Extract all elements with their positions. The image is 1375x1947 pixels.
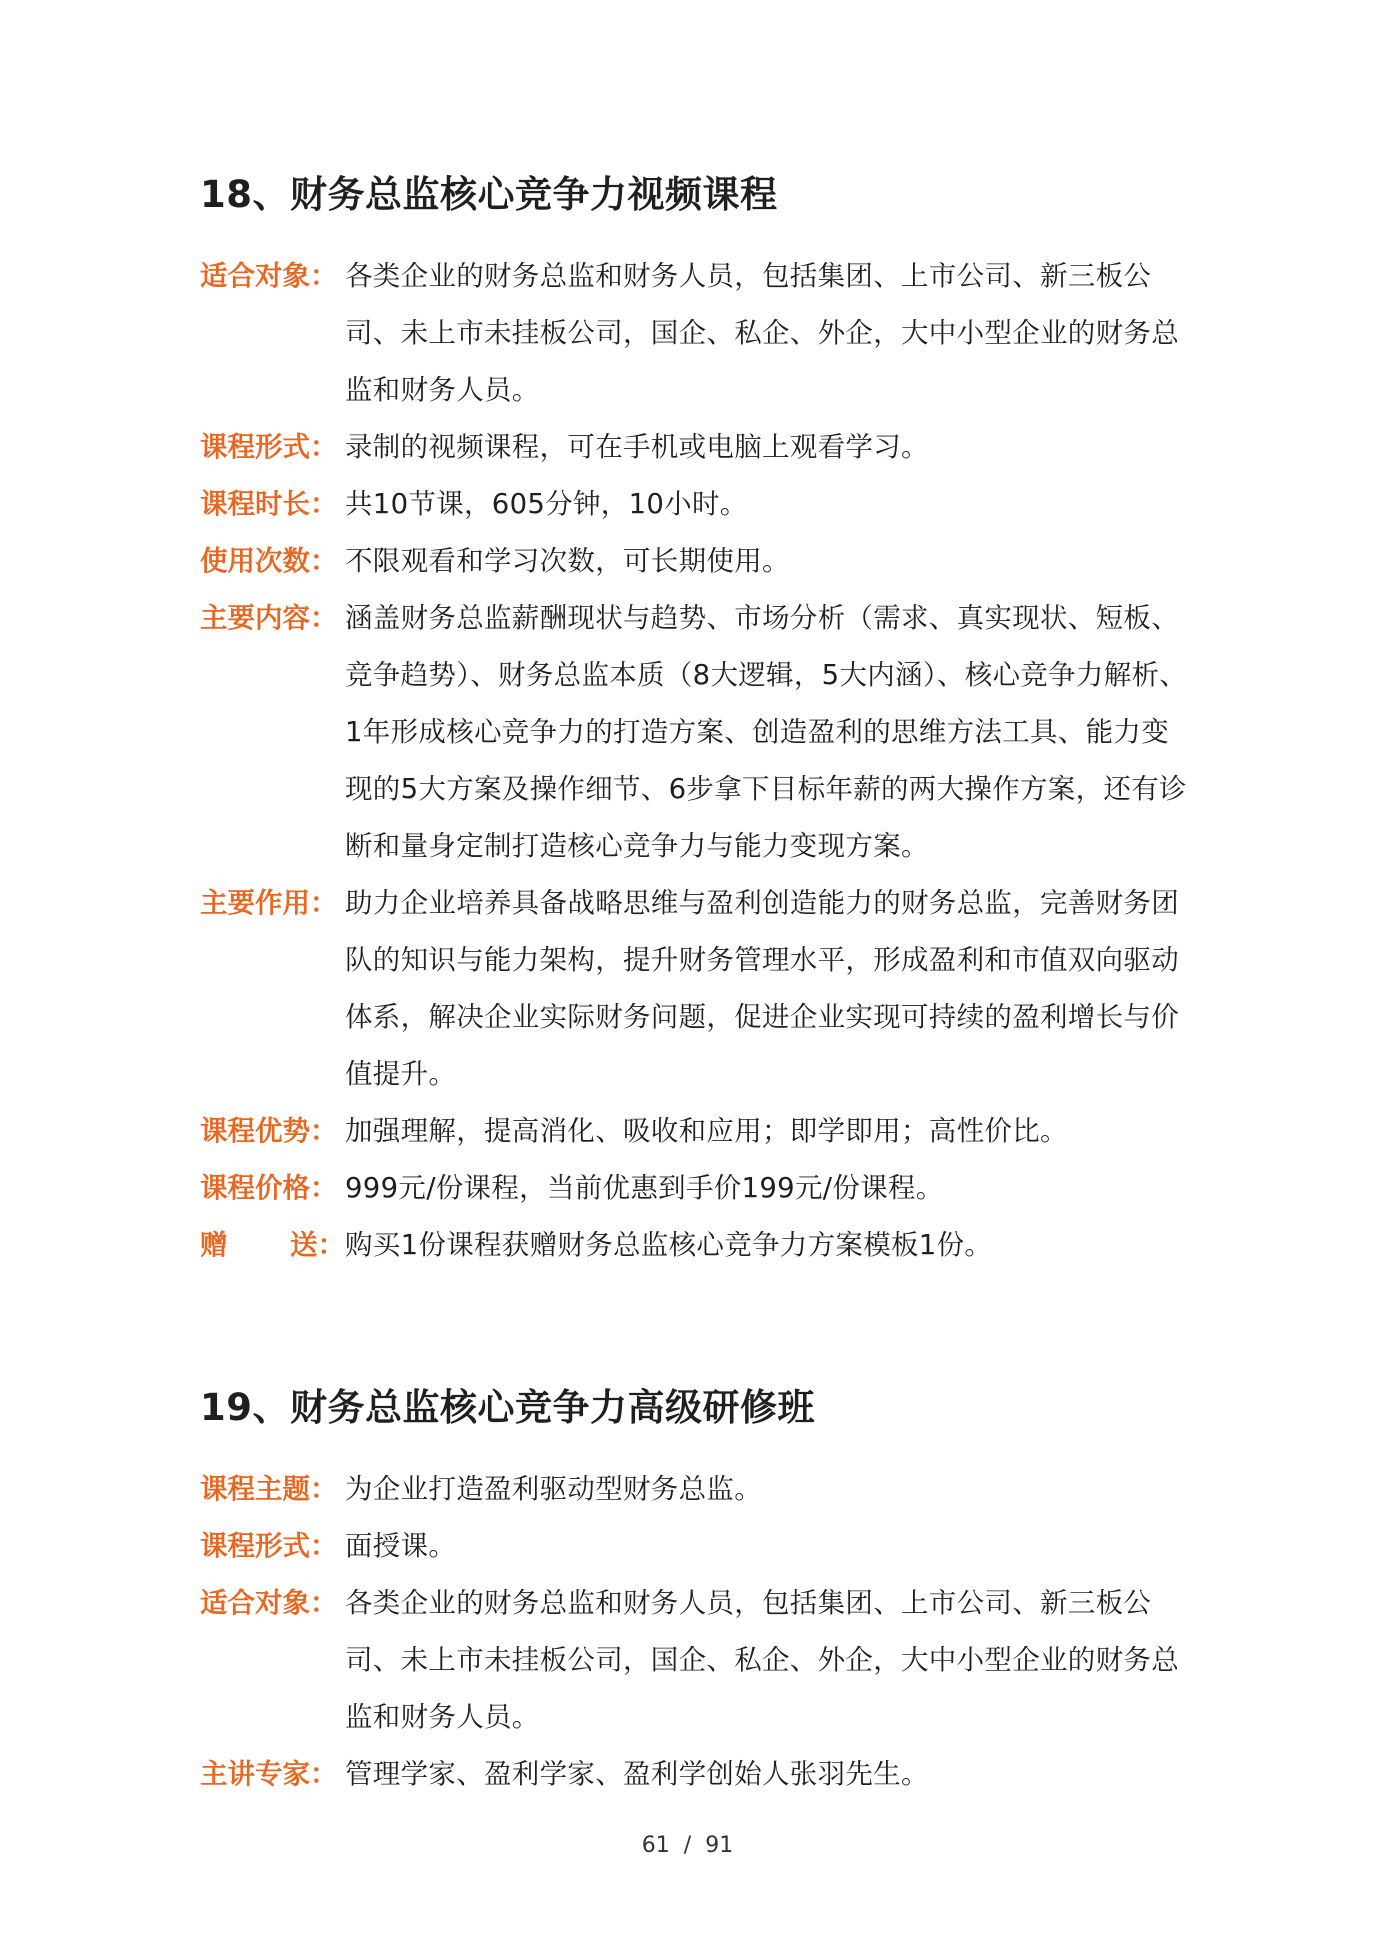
row-label: 适合对象：: [200, 1587, 338, 1619]
info-row-course-format: [200, 1518, 1190, 1575]
row-label: [200, 1217, 345, 1274]
info-row-main-effect: [200, 875, 1190, 1103]
info-row-course-theme: [200, 1461, 1190, 1518]
info-row-course-duration: [200, 476, 1190, 533]
row-value: 管理学家、盈利学家、盈利学创始人张羽先生。: [345, 1758, 929, 1790]
row-label: 主要内容：: [200, 602, 338, 634]
row-value: 加强理解，提高消化、吸收和应用；即学即用；高性价比。: [345, 1115, 1068, 1147]
row-value: 各类企业的财务总监和财务人员，包括集团、上市公司、新三板公司、未上市未挂板公司，国企、私企、外企，大中小型企业的财务总监和财务人员。: [345, 1587, 1179, 1733]
info-row-course-price: [200, 1160, 1190, 1217]
row-value: 录制的视频课程，可在手机或电脑上观看学习。: [345, 431, 929, 463]
row-value: 面授课。: [345, 1530, 457, 1562]
row-value: 购买1份课程获赠财务总监核心竞争力方案模板1份。: [345, 1229, 993, 1261]
row-label: 课程形式：: [200, 431, 338, 463]
row-value: 涵盖财务总监薪酬现状与趋势、市场分析（需求、真实现状、短板、竞争趋势）、财务总监本质（8大逻辑，5大内涵）、核心竞争力解析、1年形成核心竞争力的打造方案、创造盈利的思维方法工具、能力变现的5大方案及操作细节、6步拿下目标年薪的两大操作方案，还有诊断和量身定制打造核心竞争力与能力变现方案。: [345, 602, 1188, 862]
course-section-18: [200, 170, 1190, 1274]
row-label: 课程价格：: [200, 1172, 338, 1204]
row-label: 课程时长：: [200, 488, 338, 520]
row-label: 主讲专家：: [200, 1758, 338, 1790]
row-label-part: 送：: [290, 1229, 345, 1261]
row-label: 适合对象：: [200, 260, 338, 292]
page-number: [0, 1833, 1375, 1858]
info-row-usage-count: [200, 533, 1190, 590]
total-pages: 91: [705, 1833, 734, 1858]
row-value: 各类企业的财务总监和财务人员，包括集团、上市公司、新三板公司、未上市未挂板公司，国企、私企、外企，大中小型企业的财务总监和财务人员。: [345, 260, 1179, 406]
section-title: 18、财务总监核心竞争力视频课程: [200, 173, 778, 216]
row-label: 课程主题：: [200, 1473, 338, 1505]
info-row-target-audience: [200, 248, 1190, 419]
row-label-part: 赠: [200, 1229, 228, 1261]
row-value: 助力企业培养具备战略思维与盈利创造能力的财务总监，完善财务团队的知识与能力架构，提升财务管理水平，形成盈利和市值双向驱动体系，解决企业实际财务问题，促进企业实现可持续的盈利增长与价值提升。: [345, 887, 1179, 1090]
info-row-gift: [200, 1217, 1190, 1274]
row-value: 为企业打造盈利驱动型财务总监。: [345, 1473, 762, 1505]
course-section-19: [200, 1383, 1190, 1803]
info-row-main-content: [200, 590, 1190, 875]
info-row-course-advantage: [200, 1103, 1190, 1160]
current-page: 61: [641, 1833, 670, 1858]
row-value: 共10节课，605分钟，10小时。: [345, 488, 748, 520]
page-separator: /: [683, 1833, 692, 1858]
section-title: 19、财务总监核心竞争力高级研修班: [200, 1386, 815, 1429]
row-label: 使用次数：: [200, 545, 338, 577]
info-row-course-format: [200, 419, 1190, 476]
info-row-target-audience: [200, 1575, 1190, 1746]
row-value: 999元/份课程，当前优惠到手价199元/份课程。: [345, 1172, 944, 1204]
row-label: 课程形式：: [200, 1530, 338, 1562]
row-label: 课程优势：: [200, 1115, 338, 1147]
info-row-lecturer: [200, 1746, 1190, 1803]
row-label: 主要作用：: [200, 887, 338, 919]
row-value: 不限观看和学习次数，可长期使用。: [345, 545, 790, 577]
